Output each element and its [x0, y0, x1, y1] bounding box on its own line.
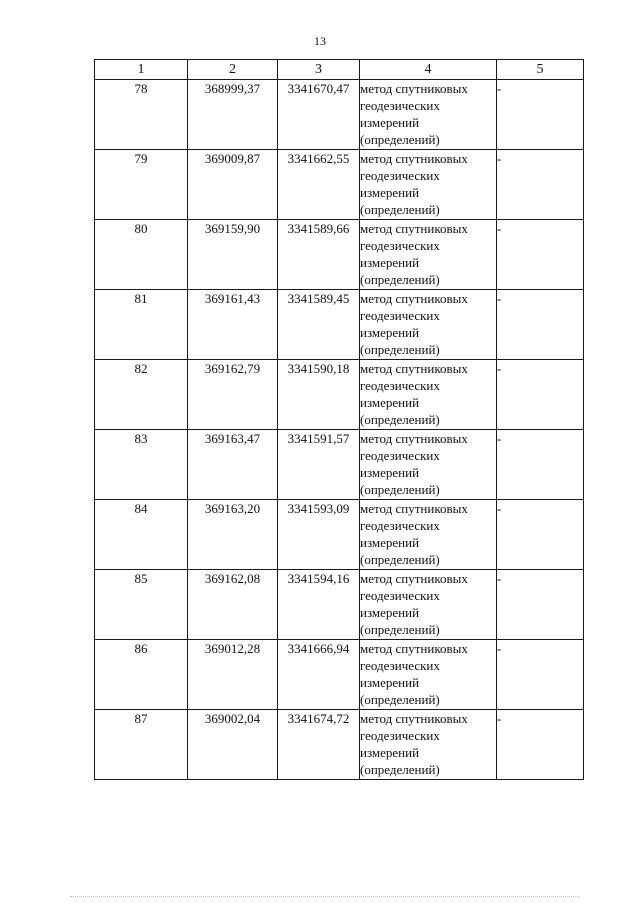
x-coordinate-cell: 369009,87 — [188, 150, 278, 220]
point-number-cell: 78 — [95, 80, 188, 150]
table-body — [95, 80, 584, 780]
scan-footer-line — [70, 896, 580, 899]
y-coordinate-cell: 3341670,47 — [278, 80, 360, 150]
x-coordinate-cell: 369162,08 — [188, 570, 278, 640]
table-row — [95, 570, 584, 640]
x-coordinate-cell: 369002,04 — [188, 710, 278, 780]
method-cell: метод спутниковых геодезических измерений (определений) — [360, 500, 497, 570]
method-cell: метод спутниковых геодезических измерений (определений) — [360, 360, 497, 430]
point-number-cell: 79 — [95, 150, 188, 220]
y-coordinate-cell: 3341590,18 — [278, 360, 360, 430]
y-coordinate-cell: 3341662,55 — [278, 150, 360, 220]
point-number-cell: 84 — [95, 500, 188, 570]
point-number-cell: 86 — [95, 640, 188, 710]
point-number-cell: 82 — [95, 360, 188, 430]
note-cell: - — [497, 710, 584, 780]
x-coordinate-cell: 369161,43 — [188, 290, 278, 360]
table-row — [95, 710, 584, 780]
method-cell: метод спутниковых геодезических измерений (определений) — [360, 570, 497, 640]
point-number-cell: 87 — [95, 710, 188, 780]
x-coordinate-cell: 369163,20 — [188, 500, 278, 570]
page-number: 13 — [314, 34, 326, 48]
method-cell: метод спутниковых геодезических измерений (определений) — [360, 640, 497, 710]
note-cell: - — [497, 150, 584, 220]
method-cell: метод спутниковых геодезических измерений (определений) — [360, 80, 497, 150]
method-cell: метод спутниковых геодезических измерений (определений) — [360, 220, 497, 290]
coordinates-table — [94, 59, 584, 780]
x-coordinate-cell: 369012,28 — [188, 640, 278, 710]
x-coordinate-cell: 369163,47 — [188, 430, 278, 500]
x-coordinate-cell: 369159,90 — [188, 220, 278, 290]
table-row — [95, 290, 584, 360]
method-cell: метод спутниковых геодезических измерений (определений) — [360, 290, 497, 360]
table-row — [95, 150, 584, 220]
y-coordinate-cell: 3341589,66 — [278, 220, 360, 290]
method-cell: метод спутниковых геодезических измерений (определений) — [360, 150, 497, 220]
method-cell: метод спутниковых геодезических измерений (определений) — [360, 710, 497, 780]
y-coordinate-cell: 3341594,16 — [278, 570, 360, 640]
table-row — [95, 500, 584, 570]
header-col-1: 1 — [95, 60, 188, 80]
y-coordinate-cell: 3341593,09 — [278, 500, 360, 570]
note-cell: - — [497, 220, 584, 290]
point-number-cell: 83 — [95, 430, 188, 500]
note-cell: - — [497, 360, 584, 430]
header-col-5: 5 — [497, 60, 584, 80]
x-coordinate-cell: 369162,79 — [188, 360, 278, 430]
point-number-cell: 85 — [95, 570, 188, 640]
table-row — [95, 430, 584, 500]
y-coordinate-cell: 3341674,72 — [278, 710, 360, 780]
note-cell: - — [497, 290, 584, 360]
note-cell: - — [497, 430, 584, 500]
header-col-3: 3 — [278, 60, 360, 80]
header-col-4: 4 — [360, 60, 497, 80]
y-coordinate-cell: 3341589,45 — [278, 290, 360, 360]
table-row — [95, 220, 584, 290]
note-cell: - — [497, 80, 584, 150]
table-header-row — [95, 60, 584, 80]
table-row — [95, 360, 584, 430]
point-number-cell: 81 — [95, 290, 188, 360]
note-cell: - — [497, 570, 584, 640]
note-cell: - — [497, 500, 584, 570]
table-row — [95, 80, 584, 150]
method-cell: метод спутниковых геодезических измерений (определений) — [360, 430, 497, 500]
point-number-cell: 80 — [95, 220, 188, 290]
y-coordinate-cell: 3341591,57 — [278, 430, 360, 500]
table-row — [95, 640, 584, 710]
x-coordinate-cell: 368999,37 — [188, 80, 278, 150]
header-col-2: 2 — [188, 60, 278, 80]
y-coordinate-cell: 3341666,94 — [278, 640, 360, 710]
note-cell: - — [497, 640, 584, 710]
